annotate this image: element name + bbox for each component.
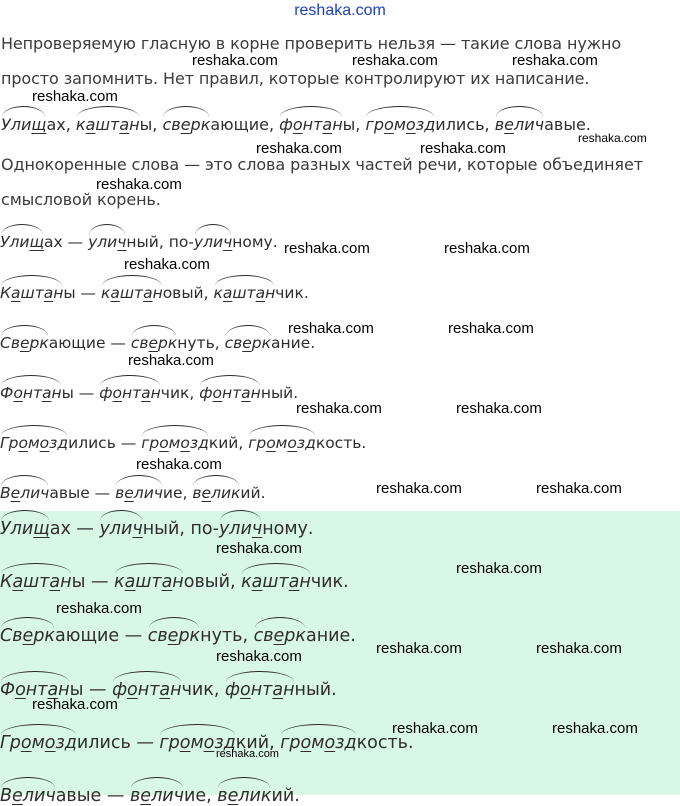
word-root: громозд (365, 115, 436, 134)
watermark: reshaka.com (128, 352, 214, 369)
watermark: reshaka.com (216, 748, 279, 760)
word-root: велич (494, 115, 545, 134)
watermark: reshaka.com (124, 256, 210, 273)
watermark: reshaka.com (578, 131, 647, 145)
intro-paragraph-2: Однокоренные слова — это слова разных частей речи, которые объединяет смысловой корень. (1, 155, 643, 209)
watermark: reshaka.com (376, 480, 462, 497)
word-root: Улищ (1, 115, 47, 134)
watermark: reshaka.com (392, 720, 478, 737)
watermark: reshaka.com (552, 720, 638, 737)
site-header-link[interactable]: reshaka.com (294, 2, 386, 19)
word-root: сверк (162, 115, 211, 134)
answer-line-4: Фонтаны — фонтанчик, фонтанный. (0, 680, 337, 700)
watermark: reshaka.com (136, 456, 222, 473)
watermark: reshaka.com (216, 648, 302, 665)
word-root: каштан (75, 115, 140, 134)
watermark: reshaka.com (456, 560, 542, 577)
watermark: reshaka.com (420, 140, 506, 157)
word-root: фонтан (279, 115, 343, 134)
watermark: reshaka.com (352, 52, 438, 69)
watermark: reshaka.com (296, 400, 382, 417)
answer-line-1: Улищах — уличный, по-уличному. (0, 519, 314, 539)
watermark: reshaka.com (376, 640, 462, 657)
watermark: reshaka.com (444, 240, 530, 257)
watermark: reshaka.com (536, 640, 622, 657)
answer-line-6: Величавые — величие, великий. (0, 786, 300, 806)
watermark: reshaka.com (512, 52, 598, 69)
watermark: reshaka.com (32, 696, 118, 713)
pair-line-2: Каштаны — каштановый, каштанчик. (0, 284, 309, 302)
pair-line-5: Громоздились — громоздкий, громоздкость. (0, 434, 367, 452)
watermark: reshaka.com (456, 400, 542, 417)
watermark: reshaka.com (56, 600, 142, 617)
intro-paragraph-1: Непроверяемую гласную в корне проверить нельзя — такие слова нужно просто запомнить. Нет правил, которые контролируют их написание. (1, 34, 622, 88)
pair-line-4: Фонтаны — фонтанчик, фонтанный. (0, 384, 299, 402)
answer-line-2: Каштаны — каштановый, каштанчик. (0, 572, 349, 592)
examples-line: Улищах, каштаны, сверкающие, фонтаны, громоздились, величавые. (1, 115, 591, 134)
watermark: reshaka.com (96, 176, 182, 193)
answer-line-3: Сверкающие — сверкнуть, сверкание. (0, 626, 356, 646)
watermark: reshaka.com (448, 320, 534, 337)
pair-line-1: Улищах — уличный, по-уличному. (0, 233, 278, 251)
answer-line-5: Громоздились — громоздкий, громоздкость. (0, 733, 414, 753)
watermark: reshaka.com (288, 320, 374, 337)
pair-line-3: Сверкающие — сверкнуть, сверкание. (0, 334, 316, 352)
watermark: reshaka.com (256, 140, 342, 157)
watermark: reshaka.com (32, 88, 118, 105)
watermark: reshaka.com (192, 52, 278, 69)
watermark: reshaka.com (536, 480, 622, 497)
watermark: reshaka.com (216, 540, 302, 557)
pair-line-6: Величавые — величие, великий. (0, 484, 266, 502)
watermark: reshaka.com (284, 240, 370, 257)
